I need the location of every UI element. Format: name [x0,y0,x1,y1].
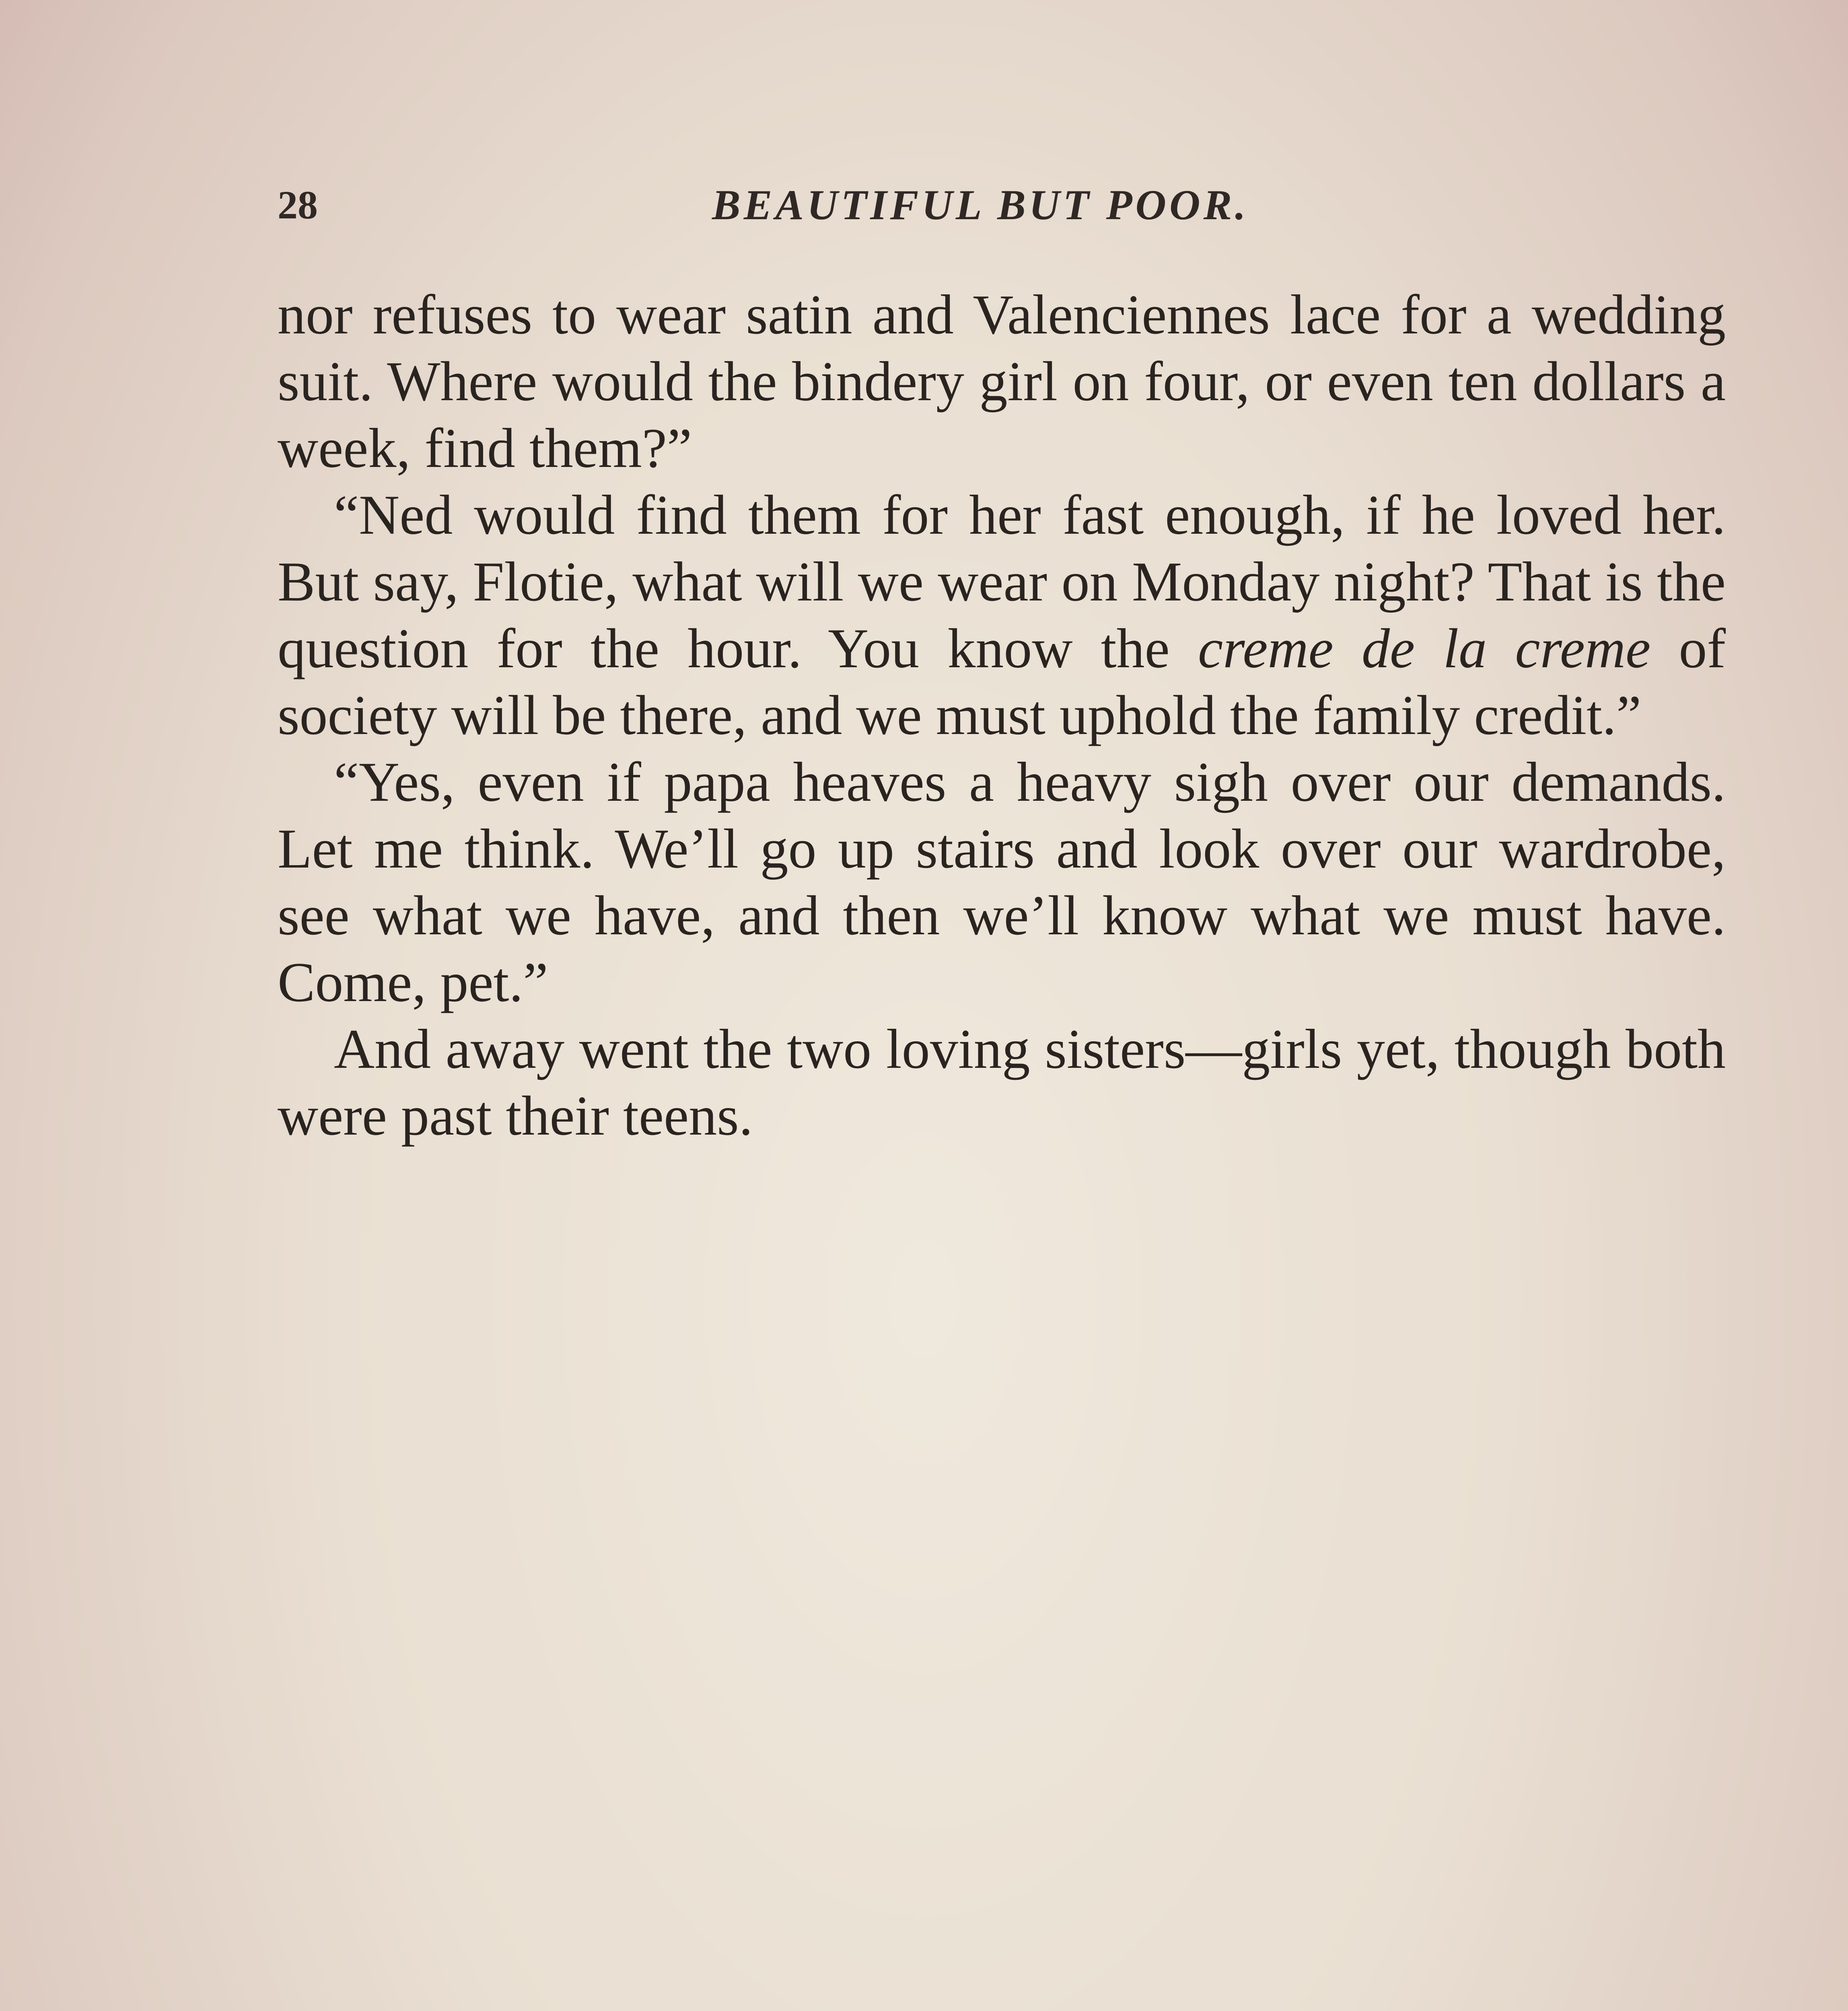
running-title: BEAUTIFUL BUT POOR. [712,181,1249,228]
paragraph-2 [278,482,1726,749]
paragraph-1: nor refuses to wear satin and Valenciennes lace for a wedding suit. Where would the bindery girl on four, or even ten dollars a week, find them?” [278,284,1726,479]
running-head [278,173,1710,237]
page-number: 28 [278,183,318,227]
paragraph-2-text-before: “Ned would find them for her fast enough, if he loved her. But say, Flotie, what will we wear on Monday night? That is the question for the hour. You know the [278,484,1726,680]
paragraph-4: And away went the two loving sisters—girls yet, though both were past their teens. [278,1018,1726,1147]
paragraph-3: “Yes, even if papa heaves a heavy sigh over our demands. Let me think. We’ll go up stairs and look over our wardrobe, see what we have, and then we’ll know what we must have. Come, pet.” [278,751,1726,1014]
paragraph-2-text-after: of society will be there, and we must uphold the family credit.” [278,617,1726,746]
body-text [278,282,1726,1149]
paragraph-2-italic-phrase: creme de la creme [1198,617,1651,680]
